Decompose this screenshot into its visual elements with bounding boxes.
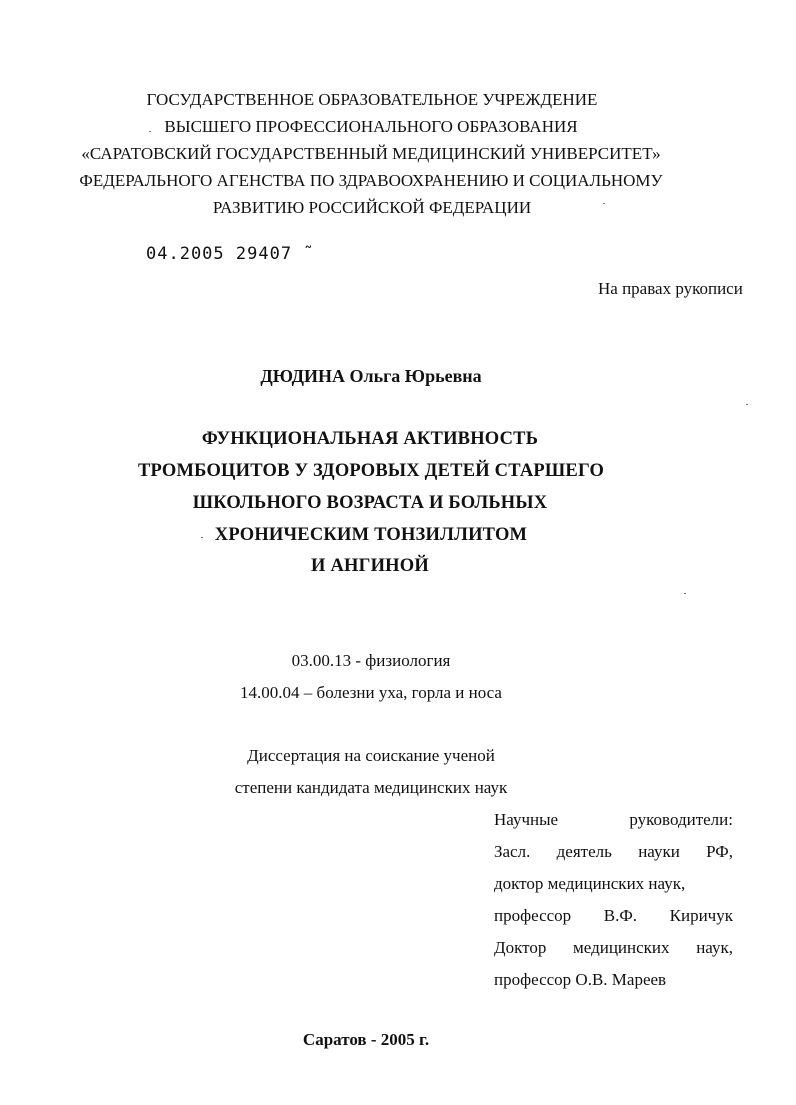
manuscript-rights: На правах рукописи [598,279,743,298]
registration-stamp-number: 04.2005 29407 [146,244,293,264]
institution-line-1: ГОСУДАРСТВЕННОЕ ОБРАЗОВАТЕЛЬНОЕ УЧРЕЖДЕНИЕ [146,90,598,109]
scan-speck [603,203,605,204]
institution-line-4: ФЕДЕРАЛЬНОГО АГЕНСТВА ПО ЗДРАВООХРАНЕНИЮ И СОЦИАЛЬНОМУ [79,171,663,190]
place-year: Саратов - 2005 г. [302,1030,430,1049]
author-name: ДЮДИНА Ольга Юрьевна [260,366,482,386]
title-line-4: ХРОНИЧЕСКИМ ТОНЗИЛЛИТОМ [214,525,528,545]
supervisor-2-name: профессор О.В. Мареев [494,970,667,989]
institution-line-3: «САРАТОВСКИЙ ГОСУДАРСТВЕННЫЙ МЕДИЦИНСКИЙ УНИВЕРСИТЕТ» [81,144,661,163]
scan-speck [201,537,203,538]
degree-line-1: Диссертация на соискание ученой [247,746,495,765]
registration-stamp [146,246,315,263]
title-line-3: ШКОЛЬНОГО ВОЗРАСТА И БОЛЬНЫХ [192,493,548,513]
supervisors-heading: Научные руководители: [494,810,733,829]
stamp-dash-mark: ˜ [292,244,315,264]
institution-line-5: РАЗВИТИЮ РОССИЙСКОЙ ФЕДЕРАЦИИ [212,198,532,217]
specialty-ent: 14.00.04 – болезни уха, горла и носа [240,683,502,702]
degree-line-2: степени кандидата медицинских наук [234,778,508,797]
title-line-1: ФУНКЦИОНАЛЬНАЯ АКТИВНОСТЬ [201,429,539,449]
scan-speck [684,593,686,594]
supervisor-1-name: профессор В.Ф. Киричук [494,906,733,925]
scan-speck [149,131,151,132]
supervisor-1-title: Засл. деятель науки РФ, [494,842,733,861]
supervisor-1-degree: доктор медицинских наук, [494,874,686,893]
institution-line-2: ВЫСШЕГО ПРОФЕССИОНАЛЬНОГО ОБРАЗОВАНИЯ [164,117,578,136]
scan-speck [746,404,748,405]
supervisor-2-degree: Доктор медицинских наук, [494,938,733,957]
specialty-physiology: 03.00.13 - физиология [291,651,451,670]
title-line-2: ТРОМБОЦИТОВ У ЗДОРОВЫХ ДЕТЕЙ СТАРШЕГО [137,461,605,481]
title-line-5: И АНГИНОЙ [311,556,429,576]
